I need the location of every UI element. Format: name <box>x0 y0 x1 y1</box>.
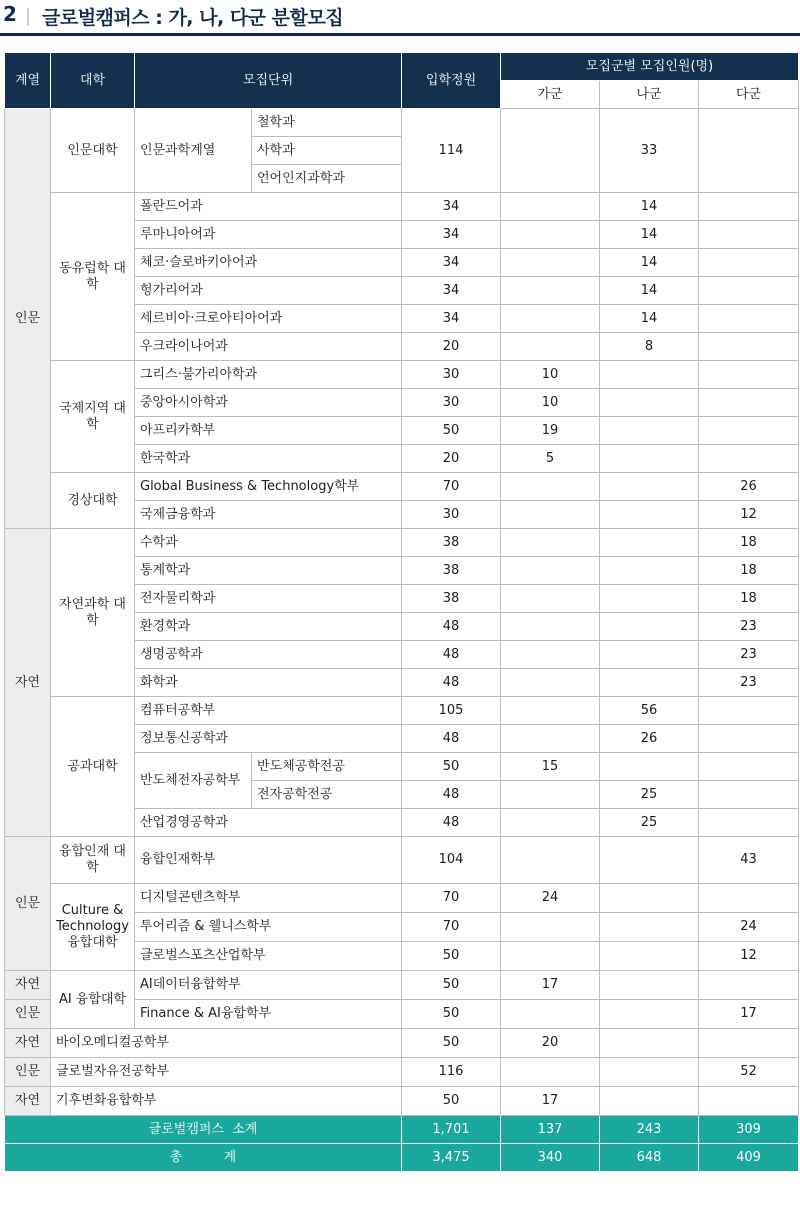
na-cell <box>600 529 699 557</box>
da-cell: 52 <box>699 1058 799 1087</box>
ga-cell: 24 <box>501 884 600 913</box>
ga-cell: 15 <box>501 753 600 781</box>
unit-cell: 산업경영공학과 <box>135 809 402 837</box>
field-cell: 자연 <box>5 971 51 1000</box>
unit-cell: 기후변화융합학부 <box>51 1087 402 1116</box>
unit-cell: 수학과 <box>135 529 402 557</box>
header-unit: 모집단위 <box>135 53 402 109</box>
na-cell: 14 <box>600 249 699 277</box>
unit-cell: 우크라이나어과 <box>135 333 402 361</box>
subtotal-quota: 1,701 <box>402 1116 501 1144</box>
na-cell <box>600 1000 699 1029</box>
ga-cell <box>501 697 600 725</box>
quota-cell: 50 <box>402 1029 501 1058</box>
subtotal-label: 글로벌캠퍼스 소계 <box>5 1116 402 1144</box>
unit-cell: 투어리즘 & 웰니스학부 <box>135 913 402 942</box>
na-cell <box>600 1087 699 1116</box>
college-cell: 융합인재 대학 <box>51 837 135 884</box>
quota-cell: 50 <box>402 971 501 1000</box>
unit-cell: 디지털콘텐츠학부 <box>135 884 402 913</box>
quota-cell: 48 <box>402 781 501 809</box>
field-cell: 인문 <box>5 109 51 529</box>
total-na: 648 <box>600 1144 699 1172</box>
da-cell: 23 <box>699 669 799 697</box>
subtotal-da: 309 <box>699 1116 799 1144</box>
quota-cell: 48 <box>402 725 501 753</box>
quota-cell: 34 <box>402 221 501 249</box>
section-header <box>0 0 800 38</box>
ga-cell <box>501 585 600 613</box>
da-cell <box>699 697 799 725</box>
da-cell <box>699 1029 799 1058</box>
na-cell <box>600 669 699 697</box>
da-cell: 23 <box>699 613 799 641</box>
ga-cell <box>501 529 600 557</box>
unit-cell: Global Business & Technology학부 <box>135 473 402 501</box>
quota-cell: 116 <box>402 1058 501 1087</box>
header-group: 모집군별 모집인원(명) <box>501 53 799 81</box>
ga-cell: 19 <box>501 417 600 445</box>
da-cell <box>699 417 799 445</box>
unit-cell: 환경학과 <box>135 613 402 641</box>
section-number: 2 <box>3 2 17 26</box>
quota-cell: 48 <box>402 613 501 641</box>
na-cell: 14 <box>600 277 699 305</box>
ga-cell <box>501 1058 600 1087</box>
da-cell: 23 <box>699 641 799 669</box>
na-cell <box>600 971 699 1000</box>
na-cell <box>600 884 699 913</box>
na-cell: 33 <box>600 109 699 193</box>
quota-cell: 50 <box>402 1000 501 1029</box>
unit-cell: 컴퓨터공학부 <box>135 697 402 725</box>
unit-cell: 사학과 <box>252 137 402 165</box>
na-cell <box>600 1029 699 1058</box>
field-cell: 자연 <box>5 529 51 837</box>
ga-cell <box>501 809 600 837</box>
header-college: 대학 <box>51 53 135 109</box>
quota-cell: 70 <box>402 884 501 913</box>
na-cell: 14 <box>600 193 699 221</box>
ga-cell <box>501 333 600 361</box>
quota-cell: 38 <box>402 529 501 557</box>
ga-cell <box>501 221 600 249</box>
ga-cell: 20 <box>501 1029 600 1058</box>
unit-cell: 바이오메디컬공학부 <box>51 1029 402 1058</box>
ga-cell: 10 <box>501 361 600 389</box>
header-quota: 입학정원 <box>402 53 501 109</box>
unit-cell: 폴란드어과 <box>135 193 402 221</box>
ga-cell <box>501 641 600 669</box>
da-cell <box>699 884 799 913</box>
subtotal-na: 243 <box>600 1116 699 1144</box>
na-cell: 25 <box>600 781 699 809</box>
ga-cell <box>501 1000 600 1029</box>
na-cell <box>600 753 699 781</box>
unit-cell: 화학과 <box>135 669 402 697</box>
quota-cell: 20 <box>402 333 501 361</box>
unit-cell: 전자물리학과 <box>135 585 402 613</box>
na-cell: 14 <box>600 221 699 249</box>
college-cell: 경상대학 <box>51 473 135 529</box>
unit-cell: 반도체공학전공 <box>252 753 402 781</box>
unit-cell: 헝가리어과 <box>135 277 402 305</box>
ga-cell <box>501 501 600 529</box>
unit-cell: 체코·슬로바키아어과 <box>135 249 402 277</box>
header-ga: 가군 <box>501 81 600 109</box>
field-cell: 자연 <box>5 1029 51 1058</box>
unit-cell: 전자공학전공 <box>252 781 402 809</box>
college-cell: 동유럽학 대학 <box>51 193 135 361</box>
na-cell <box>600 445 699 473</box>
ga-cell <box>501 837 600 884</box>
da-cell <box>699 725 799 753</box>
unit-cell: 언어인지과학과 <box>252 165 402 193</box>
quota-cell: 20 <box>402 445 501 473</box>
na-cell: 26 <box>600 725 699 753</box>
total-quota: 3,475 <box>402 1144 501 1172</box>
ga-cell <box>501 725 600 753</box>
section-title: 글로벌캠퍼스 : 가, 나, 다군 분할모집 <box>42 7 344 29</box>
na-cell: 8 <box>600 333 699 361</box>
da-cell <box>699 305 799 333</box>
da-cell <box>699 971 799 1000</box>
ga-cell: 5 <box>501 445 600 473</box>
na-cell <box>600 641 699 669</box>
ga-cell <box>501 669 600 697</box>
college-cell: 공과대학 <box>51 697 135 837</box>
da-cell <box>699 277 799 305</box>
unit-cell: 생명공학과 <box>135 641 402 669</box>
na-cell <box>600 585 699 613</box>
na-cell <box>600 473 699 501</box>
da-cell: 12 <box>699 501 799 529</box>
quota-cell: 30 <box>402 389 501 417</box>
total-label: 총 계 <box>5 1144 402 1172</box>
da-cell <box>699 333 799 361</box>
field-cell: 인문 <box>5 837 51 971</box>
da-cell <box>699 781 799 809</box>
quota-cell: 30 <box>402 501 501 529</box>
na-cell <box>600 837 699 884</box>
na-cell <box>600 389 699 417</box>
quota-cell: 50 <box>402 753 501 781</box>
unit-cell: 글로벌자유전공학부 <box>51 1058 402 1087</box>
da-cell <box>699 221 799 249</box>
unit-cell: 세르비아·크로아티아어과 <box>135 305 402 333</box>
na-cell <box>600 557 699 585</box>
unit-cell: 철학과 <box>252 109 402 137</box>
quota-cell: 34 <box>402 249 501 277</box>
quota-cell: 104 <box>402 837 501 884</box>
header-da: 다군 <box>699 81 799 109</box>
admission-table <box>4 52 799 1172</box>
field-cell: 자연 <box>5 1087 51 1116</box>
ga-cell <box>501 913 600 942</box>
da-cell: 17 <box>699 1000 799 1029</box>
college-cell: Culture & Technology 융합대학 <box>51 884 135 971</box>
unit-cell: AI데이터융합학부 <box>135 971 402 1000</box>
na-cell <box>600 1058 699 1087</box>
college-cell: AI 융합대학 <box>51 971 135 1029</box>
da-cell: 18 <box>699 529 799 557</box>
quota-cell: 30 <box>402 361 501 389</box>
unit-cell: 융합인재학부 <box>135 837 402 884</box>
ga-cell <box>501 781 600 809</box>
na-cell: 14 <box>600 305 699 333</box>
ga-cell <box>501 193 600 221</box>
college-cell: 국제지역 대학 <box>51 361 135 473</box>
unit-cell: 그리스·불가리아학과 <box>135 361 402 389</box>
quota-cell: 38 <box>402 557 501 585</box>
da-cell: 18 <box>699 557 799 585</box>
subtotal-row <box>5 1116 799 1144</box>
da-cell: 24 <box>699 913 799 942</box>
ga-cell <box>501 249 600 277</box>
quota-cell: 34 <box>402 277 501 305</box>
da-cell <box>699 753 799 781</box>
quota-cell: 70 <box>402 473 501 501</box>
unit-cell: 한국학과 <box>135 445 402 473</box>
da-cell <box>699 109 799 193</box>
quota-cell: 48 <box>402 669 501 697</box>
da-cell <box>699 445 799 473</box>
header-field: 계열 <box>5 53 51 109</box>
quota-cell: 38 <box>402 585 501 613</box>
unit-cell: 글로벌스포츠산업학부 <box>135 942 402 971</box>
unit-cell: 정보통신공학과 <box>135 725 402 753</box>
ga-cell <box>501 305 600 333</box>
subtotal-ga: 137 <box>501 1116 600 1144</box>
total-ga: 340 <box>501 1144 600 1172</box>
ga-cell <box>501 613 600 641</box>
unit-cell: Finance & AI융합학부 <box>135 1000 402 1029</box>
quota-cell: 50 <box>402 1087 501 1116</box>
da-cell: 43 <box>699 837 799 884</box>
na-cell: 56 <box>600 697 699 725</box>
unit-cell: 중앙아시아학과 <box>135 389 402 417</box>
da-cell <box>699 809 799 837</box>
na-cell <box>600 361 699 389</box>
quota-cell: 105 <box>402 697 501 725</box>
na-cell <box>600 613 699 641</box>
da-cell: 12 <box>699 942 799 971</box>
unit-cell: 루마니아어과 <box>135 221 402 249</box>
ga-cell: 10 <box>501 389 600 417</box>
quota-cell: 48 <box>402 641 501 669</box>
title-divider <box>27 8 29 26</box>
ga-cell <box>501 473 600 501</box>
da-cell <box>699 389 799 417</box>
da-cell: 26 <box>699 473 799 501</box>
da-cell <box>699 361 799 389</box>
college-cell: 인문대학 <box>51 109 135 193</box>
field-cell: 인문 <box>5 1058 51 1087</box>
college-cell: 자연과학 대학 <box>51 529 135 697</box>
unit-cell: 아프리카학부 <box>135 417 402 445</box>
ga-cell <box>501 942 600 971</box>
quota-cell: 50 <box>402 942 501 971</box>
total-row <box>5 1144 799 1172</box>
da-cell <box>699 249 799 277</box>
ga-cell <box>501 557 600 585</box>
quota-cell: 34 <box>402 305 501 333</box>
header-rule <box>0 33 800 36</box>
quota-cell: 48 <box>402 809 501 837</box>
quota-cell: 34 <box>402 193 501 221</box>
ga-cell: 17 <box>501 971 600 1000</box>
ga-cell <box>501 109 600 193</box>
na-cell <box>600 913 699 942</box>
field-cell: 인문 <box>5 1000 51 1029</box>
unit-group-cell: 인문과학계열 <box>135 109 252 193</box>
quota-cell: 50 <box>402 417 501 445</box>
total-da: 409 <box>699 1144 799 1172</box>
na-cell: 25 <box>600 809 699 837</box>
na-cell <box>600 501 699 529</box>
da-cell <box>699 1087 799 1116</box>
da-cell <box>699 193 799 221</box>
header-na: 나군 <box>600 81 699 109</box>
na-cell <box>600 417 699 445</box>
unit-group-cell: 반도체전자공학부 <box>135 753 252 809</box>
quota-cell: 70 <box>402 913 501 942</box>
da-cell: 18 <box>699 585 799 613</box>
ga-cell <box>501 277 600 305</box>
quota-cell: 114 <box>402 109 501 193</box>
ga-cell: 17 <box>501 1087 600 1116</box>
na-cell <box>600 942 699 971</box>
unit-cell: 국제금융학과 <box>135 501 402 529</box>
unit-cell: 통계학과 <box>135 557 402 585</box>
